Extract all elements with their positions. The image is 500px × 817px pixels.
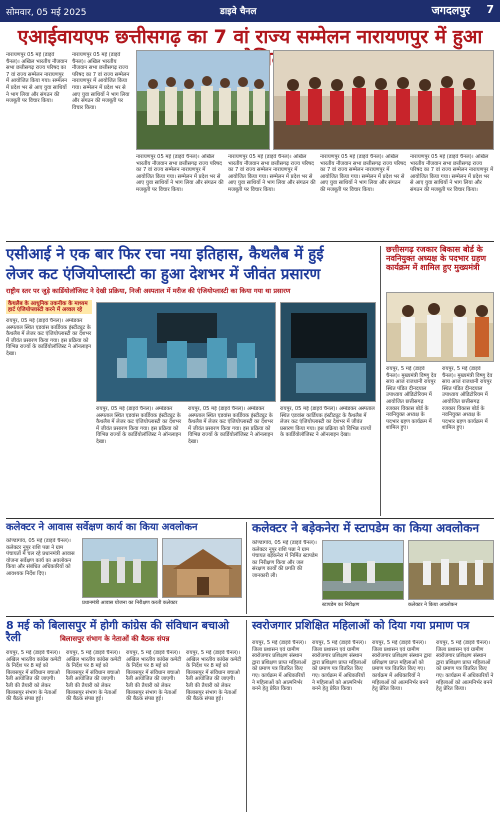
city-name: जगदलपुर <box>431 4 470 17</box>
house-photo-icon <box>163 539 242 598</box>
story5-headline: कलेक्टर ने बड़ेकनेरा में स्टापडेम का किया अवलोकन <box>252 521 480 535</box>
story7-body-col4: रायपुर, 5 मई (डाइवे चैनल)। जिला प्रशासन एवं ग्रामीण स्वरोजगार प्रशिक्षण संस्थान द्वारा प्रशिक्षण प्राप्त महिलाओं को प्रमाण पत्र वितरित किए गए। कार्यक्रम में अधिकारियों ने महिलाओं को आत्मनिर्भर बनने हेतु प्रेरित किया। <box>436 640 494 693</box>
officials-photo-icon <box>409 541 494 600</box>
story7-headline: स्वरोजगार प्रशिक्षित महिलाओं को दिया गया प्रमाण पत्र <box>252 619 470 632</box>
story2-body-col3: रायपुर, 05 मई (डाइवे चैनल)। अम्बेडकर अस्पताल स्थित एडवांस कार्डियक इंस्टीट्यूट के कैथलैब में लेजर कट एंजियोप्लास्टी का देशभर में जीवंत प्रसारण किया गया। इस प्रक्रिया को विभिन्न राज्यों के कार्डियोलॉजिस्ट ने ऑनलाइन देखा। <box>188 406 274 445</box>
group-photo-icon <box>137 51 270 150</box>
story5-caption1: स्टापडेम का निरीक्षण <box>322 602 360 608</box>
story1-photo-stage <box>273 50 494 150</box>
story2-headline: एसीआई ने एक बार फिर रचा नया इतिहास, कैथलैब में हुई <box>6 245 324 263</box>
ceremony-photo-icon <box>387 293 494 362</box>
story6-body-col4: रायपुर, 5 मई (डाइवे चैनल)। अखिल भारतीय कांग्रेस कमेटी के निर्देश पर 8 मई को बिलासपुर में संविधान बचाओ रैली आयोजित की जाएगी। रैली की तैयारी को लेकर बिलासपुर संभाग के नेताओं की बैठक संपन्न हुई। <box>186 650 242 703</box>
page-number: 7 <box>486 3 494 16</box>
story2-kicker: कैथलैब के आधुनिक तकनीक के माध्यम हार्ट एंजियोप्लास्टी करने में अव्वल रहे <box>8 301 88 314</box>
story7-body-col2: रायपुर, 5 मई (डाइवे चैनल)। जिला प्रशासन एवं ग्रामीण स्वरोजगार प्रशिक्षण संस्थान द्वारा प्रशिक्षण प्राप्त महिलाओं को प्रमाण पत्र वितरित किए गए। कार्यक्रम में अधिकारियों ने महिलाओं को आत्मनिर्भर बनने हेतु प्रेरित किया। <box>312 640 367 693</box>
divider <box>6 241 494 242</box>
story2-photo-screen <box>280 302 376 402</box>
story7-body-col3: रायपुर, 5 मई (डाइवे चैनल)। जिला प्रशासन एवं ग्रामीण स्वरोजगार प्रशिक्षण संस्थान द्वारा प्रशिक्षण प्राप्त महिलाओं को प्रमाण पत्र वितरित किए गए। कार्यक्रम में अधिकारियों ने महिलाओं को आत्मनिर्भर बनने हेतु प्रेरित किया। <box>372 640 432 693</box>
story6-body-col1: रायपुर, 5 मई (डाइवे चैनल)। अखिल भारतीय कांग्रेस कमेटी के निर्देश पर 8 मई को बिलासपुर में संविधान बचाओ रैली आयोजित की जाएगी। रैली की तैयारी को लेकर बिलासपुर संभाग के नेताओं की बैठक संपन्न हुई। <box>6 650 62 703</box>
story2-subhead: राष्ट्रीय स्तर पर जुड़े कार्डियोलॉजिस्ट ने देखी प्रक्रिया, निजी अस्पताल में मरीज की एंजियोप्लास्टी का किया गया था प्रसारण <box>6 287 291 295</box>
story1-body-col5: नारायणपुर 05 मई (डाइवे चैनल)। अखिल भारतीय नौजवान सभा छत्तीसगढ़ राज्य परिषद का 7 वां राज्य सम्मेलन नारायणपुर में आयोजित किया गया। सम्मेलन में प्रदेश भर से आए युवा साथियों ने भाग लिया और संगठन की मजबूती पर विचार किया। <box>320 154 406 193</box>
cathlab-photo-icon <box>97 303 276 402</box>
story1-photo-group <box>136 50 270 150</box>
story1-body-col4: नारायणपुर 05 मई (डाइवे चैनल)। अखिल भारतीय नौजवान सभा छत्तीसगढ़ राज्य परिषद का 7 वां राज्य सम्मेलन नारायणपुर में आयोजित किया गया। सम्मेलन में प्रदेश भर से आए युवा साथियों ने भाग लिया और संगठन की मजबूती पर विचार किया। <box>228 154 316 193</box>
story1-body-col2: नारायणपुर 05 मई (डाइवे चैनल)। अखिल भारतीय नौजवान सभा छत्तीसगढ़ राज्य परिषद का 7 वां राज्य सम्मेलन नारायणपुर में आयोजित किया गया। सम्मेलन में प्रदेश भर से आए युवा साथियों ने भाग लिया और संगठन की मजबूती पर विचार किया। <box>72 52 130 111</box>
story2-body-col2: रायपुर, 05 मई (डाइवे चैनल)। अम्बेडकर अस्पताल स्थित एडवांस कार्डियक इंस्टीट्यूट के कैथलैब में लेजर कट एंजियोप्लास्टी का देशभर में जीवंत प्रसारण किया गया। इस प्रक्रिया को विभिन्न राज्यों के कार्डियोलॉजिस्ट ने ऑनलाइन देखा। <box>96 406 182 445</box>
story4-headline: कलेक्टर ने आवास सर्वेक्षण कार्य का किया अवलोकन <box>6 522 198 533</box>
column-divider <box>246 522 247 614</box>
stage-photo-icon <box>274 51 494 150</box>
story4-body-col1: कोण्डागांव, 05 मई (डाइवे चैनल)। कलेक्टर नूपुर राशि पन्ना ने ग्राम पंचायतों में चल रहे प्रधानमंत्री आवास योजना सर्वेक्षण कार्य का अवलोकन किया और संबंधित अधिकारियों को आवश्यक निर्देश दिए। <box>6 538 75 577</box>
dam-photo-icon <box>323 541 404 600</box>
story3-photo <box>386 292 494 362</box>
story2-body-col4: रायपुर, 05 मई (डाइवे चैनल)। अम्बेडकर अस्पताल स्थित एडवांस कार्डियक इंस्टीट्यूट के कैथलैब में लेजर कट एंजियोप्लास्टी का देशभर में जीवंत प्रसारण किया गया। इस प्रक्रिया को विभिन्न राज्यों के कार्डियोलॉजिस्ट ने ऑनलाइन देखा। <box>280 406 375 439</box>
story5-caption2: कलेक्टर ने किया अवलोकन <box>408 602 458 608</box>
column-divider <box>380 246 381 516</box>
story1-body-col1: नारायणपुर 05 मई (डाइवे चैनल)। अखिल भारतीय नौजवान सभा छत्तीसगढ़ राज्य परिषद का 7 वां राज्य सम्मेलन नारायणपुर में आयोजित किया गया। सम्मेलन में प्रदेश भर से आए युवा साथियों ने भाग लिया और संगठन की मजबूती पर विचार किया। <box>6 52 68 105</box>
divider <box>6 518 494 519</box>
story6-body-col3: रायपुर, 5 मई (डाइवे चैनल)। अखिल भारतीय कांग्रेस कमेटी के निर्देश पर 8 मई को बिलासपुर में संविधान बचाओ रैली आयोजित की जाएगी। रैली की तैयारी को लेकर बिलासपुर संभाग के नेताओं की बैठक संपन्न हुई। <box>126 650 182 703</box>
story6-subhead: बिलासपुर संभाग के नेताओं की बैठक संपन्न <box>60 635 170 643</box>
paper-name: डाइवे चैनल <box>220 7 257 17</box>
story6-body-col2: रायपुर, 5 मई (डाइवे चैनल)। अखिल भारतीय कांग्रेस कमेटी के निर्देश पर 8 मई को बिलासपुर में संविधान बचाओ रैली आयोजित की जाएगी। रैली की तैयारी को लेकर बिलासपुर संभाग के नेताओं की बैठक संपन्न हुई। <box>66 650 122 703</box>
story5-body-col1: कोण्डागांव, 05 मई (डाइवे चैनल)। कलेक्टर नूपुर राशि पन्ना ने ग्राम पंचायत बड़ेकनेरा में निर्मित स्टापडेम का निरीक्षण किया और जल संरक्षण कार्यों की प्रगति की जानकारी ली। <box>252 540 318 579</box>
story1-body-col6: नारायणपुर 05 मई (डाइवे चैनल)। अखिल भारतीय नौजवान सभा छत्तीसगढ़ राज्य परिषद का 7 वां राज्य सम्मेलन नारायणपुर में आयोजित किया गया। सम्मेलन में प्रदेश भर से आए युवा साथियों ने भाग लिया और संगठन की मजबूती पर विचार किया। <box>410 154 494 193</box>
issue-date: सोमवार, 05 मई 2025 <box>6 8 87 18</box>
page-header <box>0 0 500 22</box>
story3-body-col2: रायपुर, 5 मई (डाइवे चैनल)। मुख्यमंत्री विष्णु देव साय आज राजधानी रायपुर स्थित पंडित दीनदयाल उपाध्याय ऑडिटोरियम में आयोजित छत्तीसगढ़ रजकार विकास बोर्ड के नवनियुक्त अध्यक्ष के पदभार ग्रहण कार्यक्रम में शामिल हुए। <box>442 366 493 432</box>
story4-photo1 <box>82 538 158 598</box>
story1-headline: एआईवायएफ छत्तीसगढ़ का 7 वां राज्य सम्मेलन नारायणपुर में हुआ <box>17 26 483 48</box>
story7-body-col1: रायपुर, 5 मई (डाइवे चैनल)। जिला प्रशासन एवं ग्रामीण स्वरोजगार प्रशिक्षण संस्थान द्वारा प्रशिक्षण प्राप्त महिलाओं को प्रमाण पत्र वितरित किए गए। कार्यक्रम में अधिकारियों ने महिलाओं को आत्मनिर्भर बनने हेतु प्रेरित किया। <box>252 640 307 693</box>
story5-photo1 <box>322 540 404 600</box>
column-divider <box>246 620 247 812</box>
story2-body-col1: रायपुर, 05 मई (डाइवे चैनल)। अम्बेडकर अस्पताल स्थित एडवांस कार्डियक इंस्टीट्यूट के कैथलैब में लेजर कट एंजियोप्लास्टी का देशभर में जीवंत प्रसारण किया गया। इस प्रक्रिया को विभिन्न राज्यों के कार्डियोलॉजिस्ट ने ऑनलाइन देखा। <box>6 318 92 357</box>
story2-headline-2: लेजर कट एंजियोप्लास्टी का हुआ देशभर में जीवंत प्रसारण <box>6 265 321 283</box>
story6-headline: 8 मई को बिलासपुर में होगी कांग्रेस की संविधान बचाओ रैली <box>6 619 230 645</box>
story4-photo2 <box>162 538 242 598</box>
field-photo-icon <box>83 539 158 598</box>
monitor-photo-icon <box>281 303 376 402</box>
story1-body-col3: नारायणपुर 05 मई (डाइवे चैनल)। अखिल भारतीय नौजवान सभा छत्तीसगढ़ राज्य परिषद का 7 वां राज्य सम्मेलन नारायणपुर में आयोजित किया गया। सम्मेलन में प्रदेश भर से आए युवा साथियों ने भाग लिया और संगठन की मजबूती पर विचार किया। <box>136 154 224 193</box>
story5-photo2 <box>408 540 494 600</box>
story2-photo-cathlab <box>96 302 276 402</box>
story4-caption: प्रधानमंत्री आवास योजना का निरीक्षण करती कलेक्टर <box>82 600 178 606</box>
story3-body-col1: रायपुर, 5 मई (डाइवे चैनल)। मुख्यमंत्री विष्णु देव साय आज राजधानी रायपुर स्थित पंडित दीनदयाल उपाध्याय ऑडिटोरियम में आयोजित छत्तीसगढ़ रजकार विकास बोर्ड के नवनियुक्त अध्यक्ष के पदभार ग्रहण कार्यक्रम में शामिल हुए। <box>386 366 437 432</box>
divider <box>6 616 494 617</box>
story3-headline: छत्तीसगढ़ रजकार बिकास बोर्ड के नवनियुक्त अध्यक्ष के पदभार ग्रहण कार्यक्रम में शामिल हुए मुख्यमंत्री <box>386 245 486 272</box>
